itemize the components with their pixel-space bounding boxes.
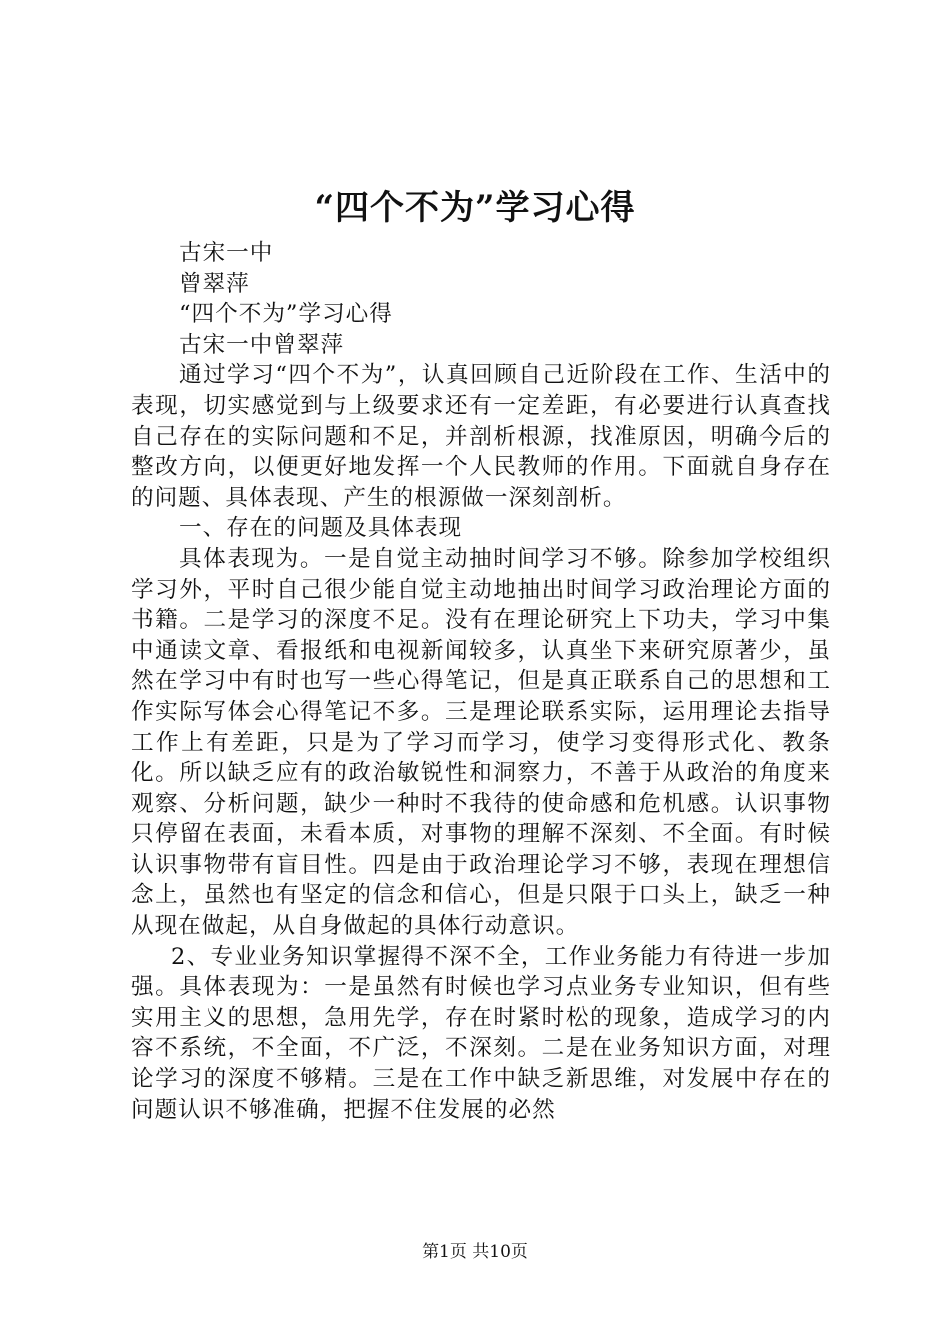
document-title: “四个不为”学习心得 <box>314 188 636 228</box>
paragraph-intro: 通过学习“四个不为”，认真回顾自己近阶段在工作、生活中的表现，切实感觉到与上级要求还有一定差距，有必要进行认真查找自己存在的实际问题和不足，并剖析根源，找准原因，明确今后的整改方向，以便更好地发挥一个人民教师的作用。下面就自身存在的问题、具体表现、产生的根源做一深刻剖析。 <box>131 362 831 511</box>
paragraph-body-2: 2、专业业务知识掌握得不深不全，工作业务能力有待进一步加强。具体表现为：一是虽然有时候也学习点业务专业知识，但有些实用主义的思想，急用先学，存在时紧时松的现象，造成学习的内容不系统，不全面，不广泛，不深刻。二是在业务知识方面，对理论学习的深度不够精。三是在工作中缺乏新思维，对发展中存在的问题认识不够准确，把握不住发展的必然 <box>131 943 831 1123</box>
section-heading: 一、存在的问题及具体表现 <box>179 515 463 542</box>
page-footer: 第1页 共10页 <box>422 1242 528 1262</box>
author-line: 曾翠萍 <box>179 270 250 297</box>
school-author-line: 古宋一中曾翠萍 <box>179 331 345 358</box>
school-line: 古宋一中 <box>179 240 274 266</box>
subtitle-line: “四个不为”学习心得 <box>179 301 393 328</box>
paragraph-body-1: 具体表现为。一是自觉主动抽时间学习不够。除参加学校组织学习外，平时自己很少能自觉主动地抽出时间学习政治理论方面的书籍。二是学习的深度不足。没有在理论研究上下功夫，学习中集中通读文章、看报纸和电视新闻较多，认真坐下来研究原著少，虽然在学习中有时也写一些心得笔记，但是真正联系自己的思想和工作实际写体会心得笔记不多。三是理论联系实际，运用理论去指导工作上有差距，只是为了学习而学习，使学习变得形式化、教条化。所以缺乏应有的政治敏锐性和洞察力，不善于从政治的角度来观察、分析问题，缺少一种时不我待的使命感和危机感。认识事物只停留在表面，未看本质，对事物的理解不深刻、不全面。有时候认识事物带有盲目性。四是由于政治理论学习不够，表现在理想信念上，虽然也有坚定的信念和信心，但是只限于口头上，缺乏一种从现在做起，从自身做起的具体行动意识。 <box>131 545 831 940</box>
document-body <box>131 238 831 1125</box>
